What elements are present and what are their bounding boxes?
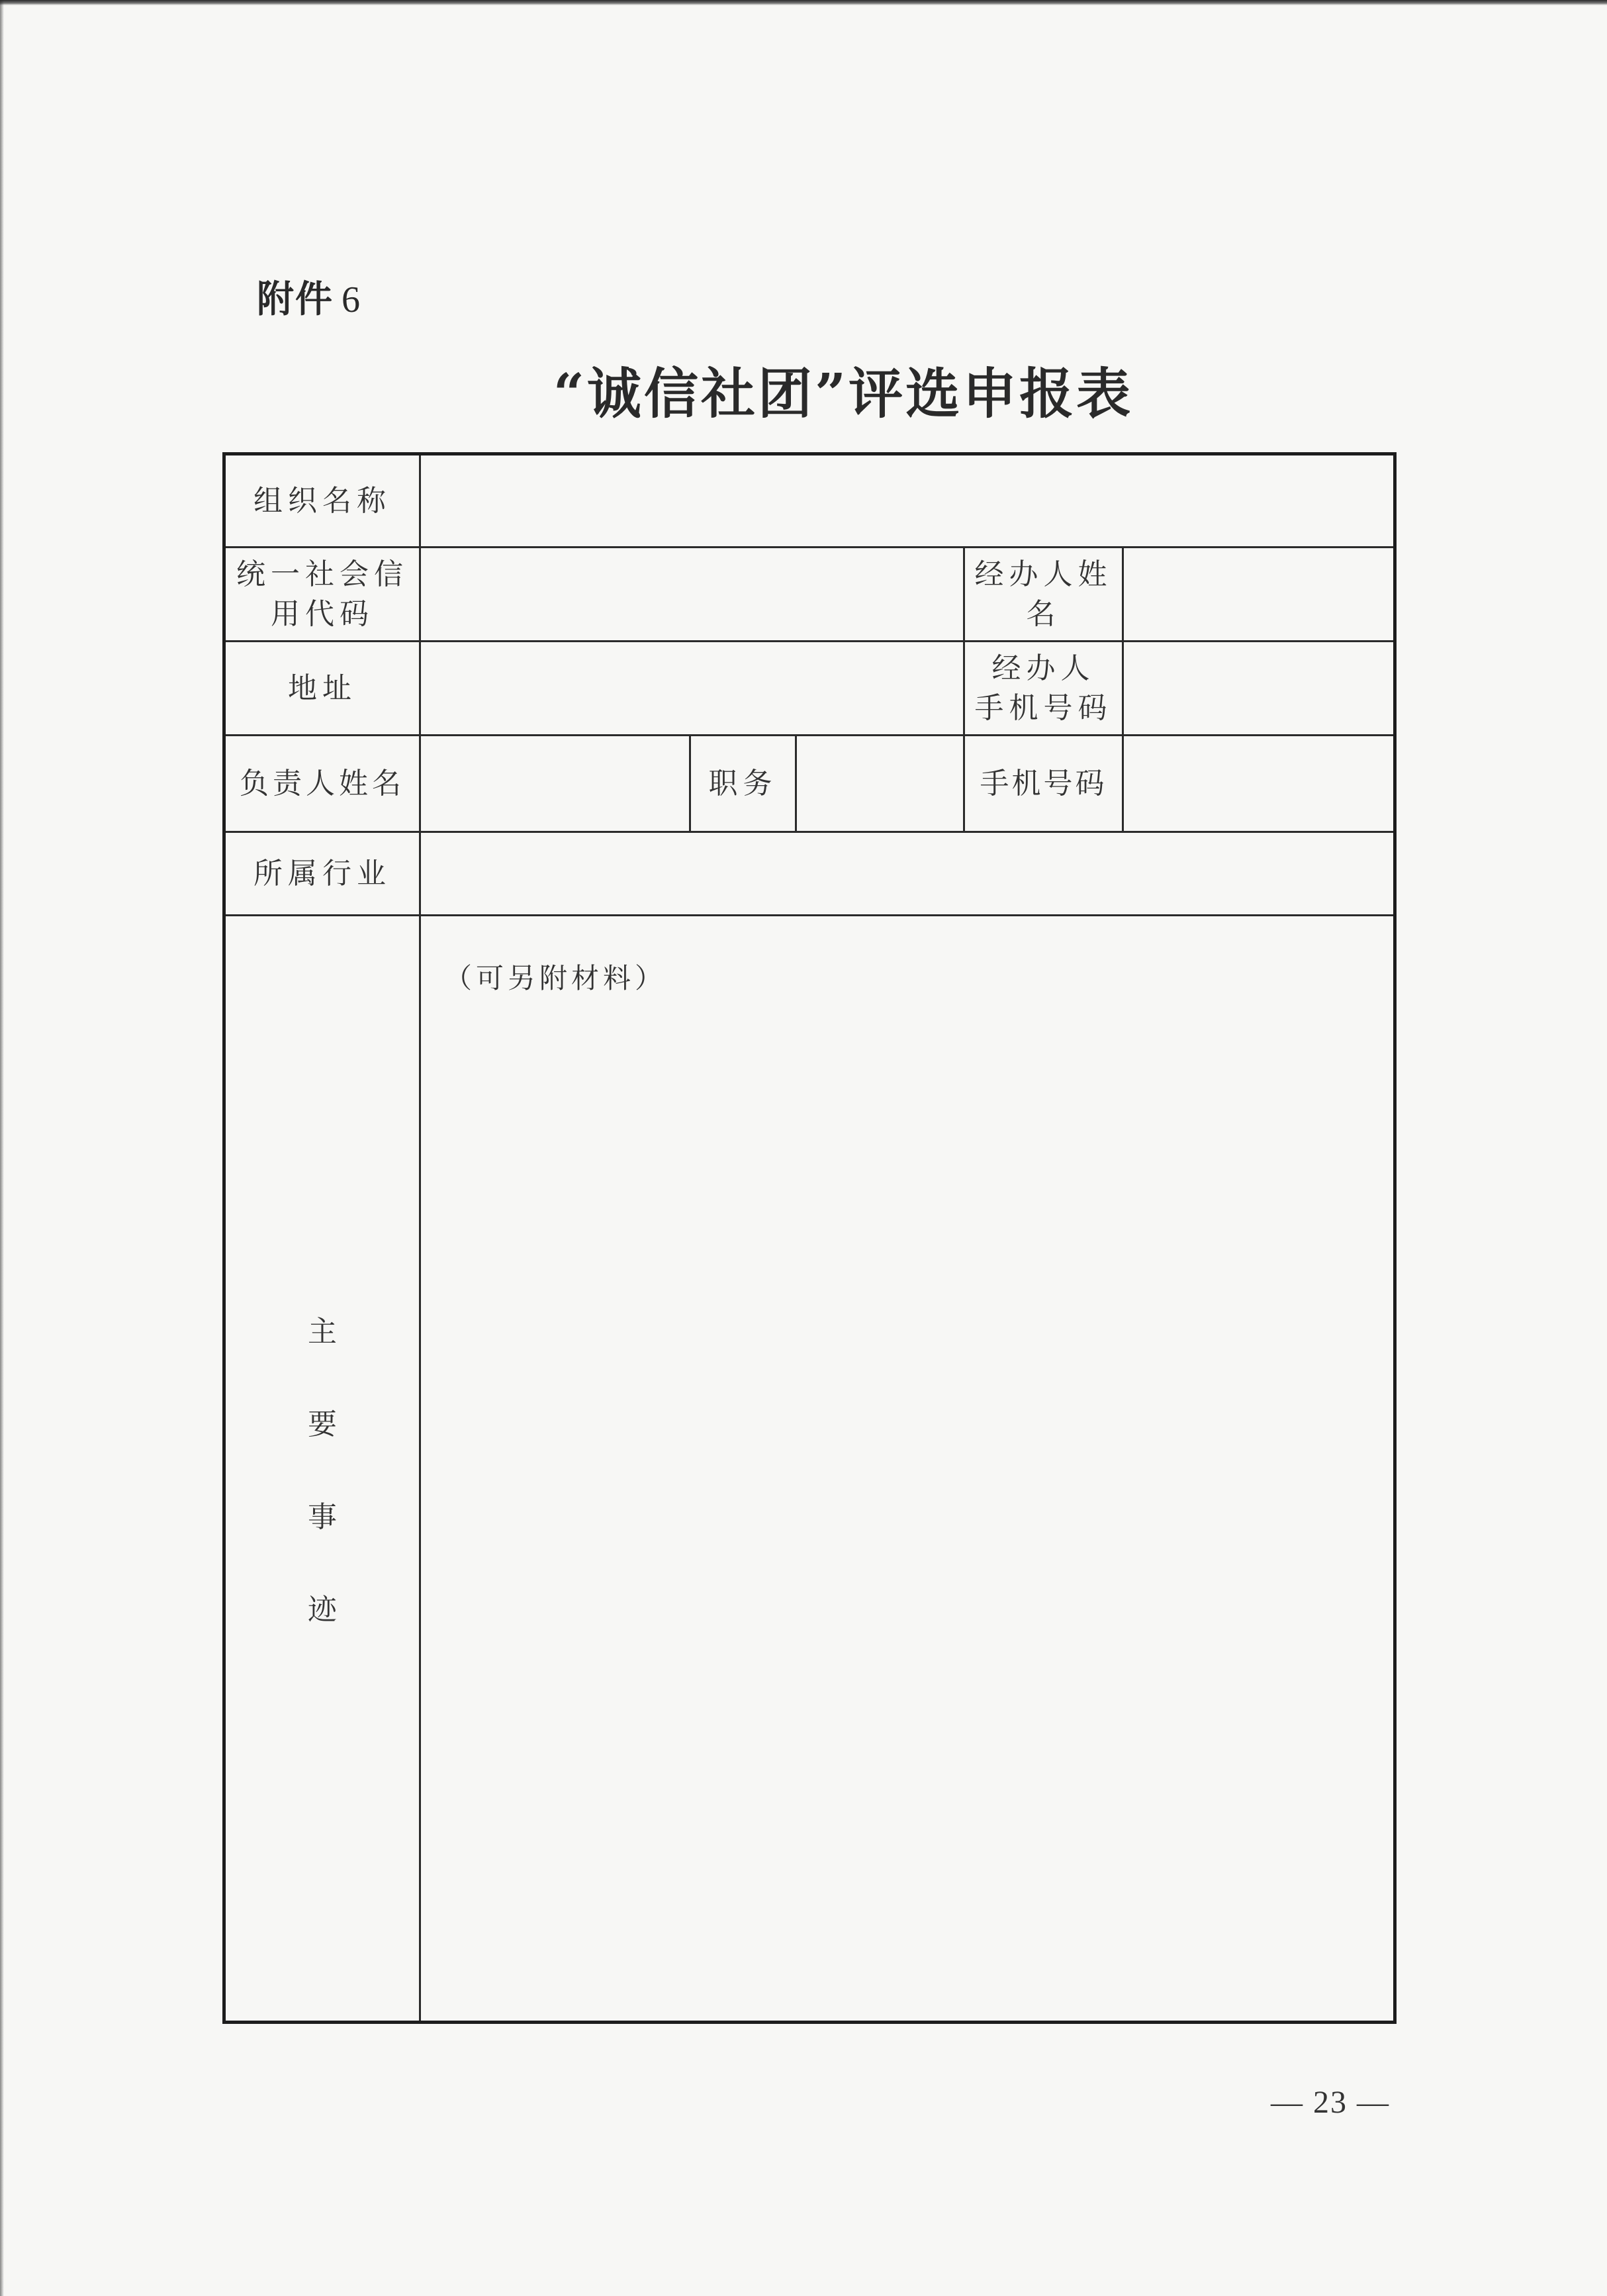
attachment-number: 6 — [342, 279, 361, 320]
credit-code-label: 统一社会信 用代码 — [236, 557, 408, 631]
handler-phone-field[interactable] — [1124, 642, 1393, 734]
scan-edge-left — [0, 0, 4, 2296]
deeds-label-char: 迹 — [308, 1593, 337, 1627]
org-name-field[interactable] — [421, 455, 1393, 546]
handler-name-field[interactable] — [1124, 548, 1393, 640]
position-field[interactable] — [797, 736, 963, 831]
industry-field[interactable] — [421, 833, 1393, 914]
form-title: “诚信社团”评选申报表 — [553, 362, 1134, 426]
deeds-label-char: 主 — [308, 1315, 337, 1349]
phone-label: 手机号码 — [980, 766, 1107, 800]
attachment-heading — [257, 270, 361, 323]
deeds-field[interactable] — [421, 916, 1393, 2021]
handler-phone-label: 经办人 手机号码 — [974, 651, 1113, 725]
credit-code-field[interactable] — [421, 548, 963, 640]
scan-edge-top — [0, 0, 1607, 5]
page-number: — 23 — — [1271, 2085, 1390, 2120]
address-field[interactable] — [421, 642, 963, 734]
leader-name-label: 负责人姓名 — [240, 766, 405, 800]
org-name-label: 组织名称 — [253, 483, 391, 518]
deeds-note: （可另附材料） — [444, 962, 667, 994]
deeds-label-char: 要 — [308, 1408, 337, 1441]
deeds-label-char: 事 — [308, 1500, 337, 1534]
industry-label: 所属行业 — [253, 856, 391, 890]
application-form-table — [222, 452, 1397, 2024]
handler-name-label: 经办人姓 名 — [974, 557, 1113, 631]
phone-field[interactable] — [1124, 736, 1393, 831]
attachment-label: 附件 — [257, 278, 334, 321]
address-label: 地址 — [288, 671, 357, 705]
leader-name-field[interactable] — [421, 736, 689, 831]
position-label: 职务 — [708, 766, 778, 800]
